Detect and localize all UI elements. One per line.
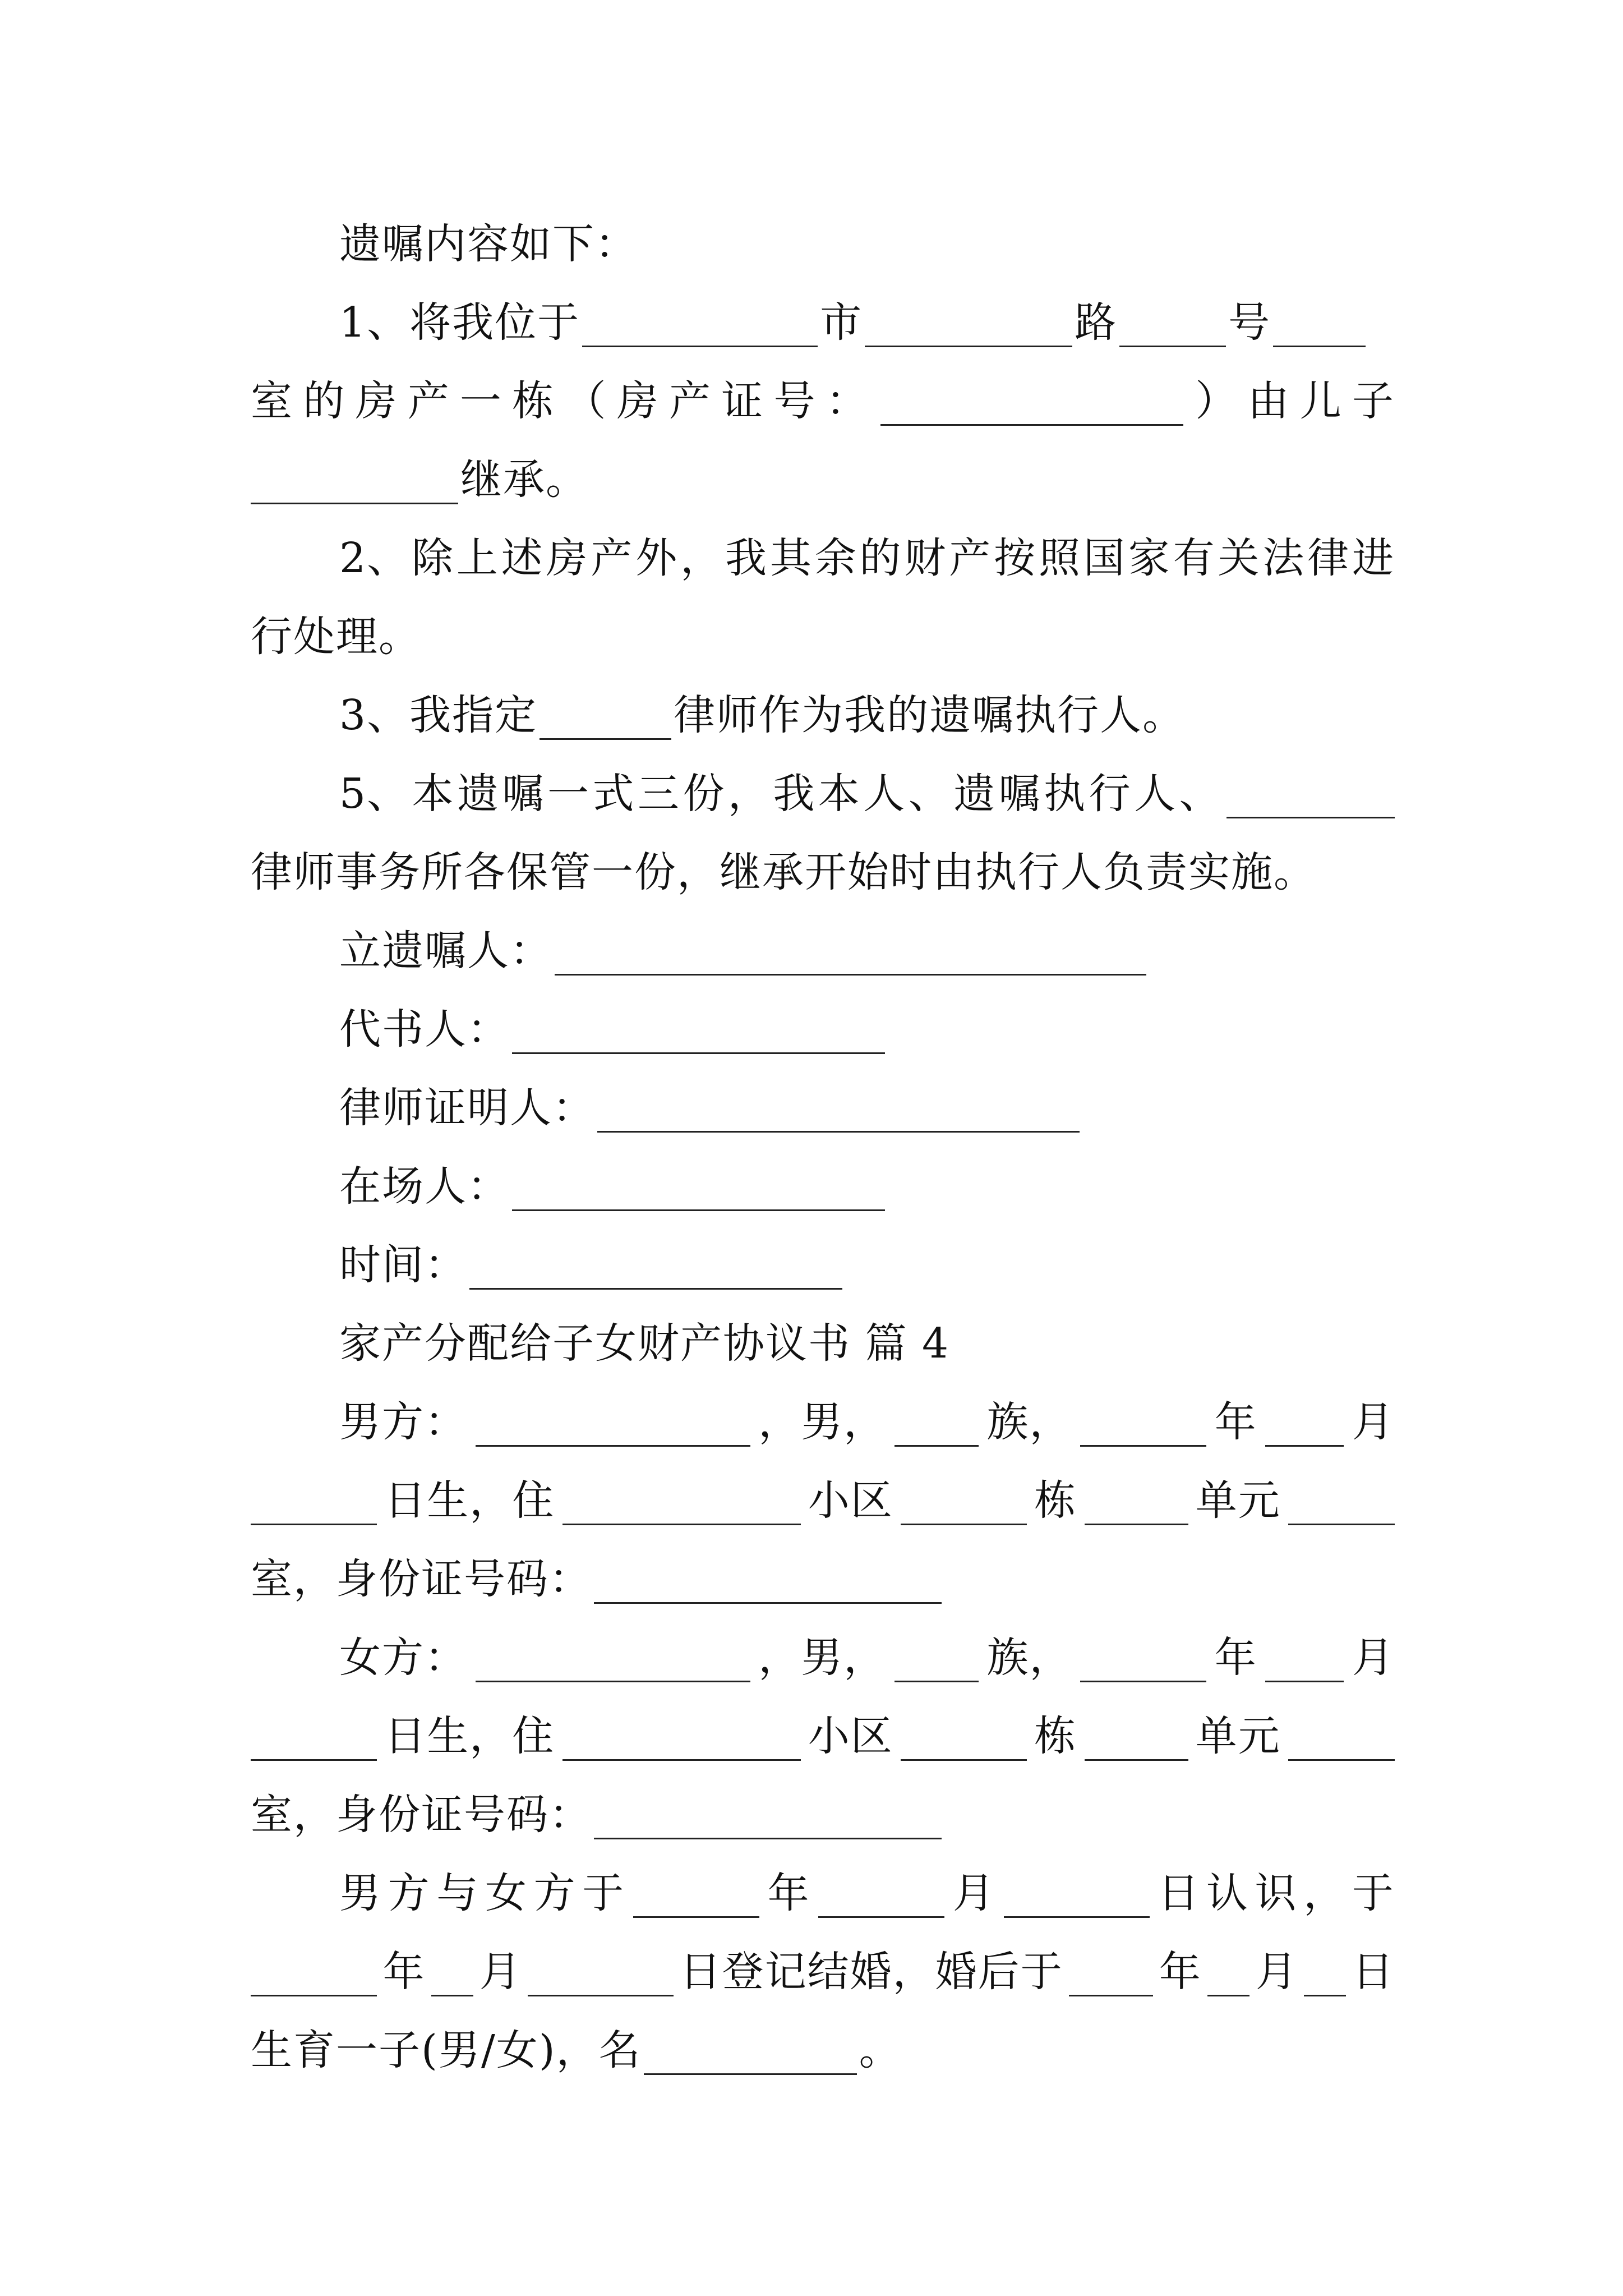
blank-birth-month[interactable] [1207,1948,1249,1996]
blank-married-day[interactable] [528,1948,674,1996]
blank-male-name[interactable] [476,1398,750,1447]
blank-room[interactable] [1273,298,1366,347]
copies-line-2: 律师事务所各保管一份，继承开始时由执行人负责实施。 [251,848,1316,896]
blank-lawyer-witness[interactable] [597,1084,1080,1133]
marriage-line-3: 生育一子(男/女)，名 。 [251,2026,902,2074]
blank-male-birth-month[interactable] [1265,1398,1344,1447]
section-title: 家产分配给子女财产协议书 篇 4 [339,1319,950,1368]
blank-male-ethnicity[interactable] [895,1398,979,1447]
blank-met-month[interactable] [818,1869,944,1918]
blank-law-firm[interactable] [1227,770,1395,818]
blank-female-birth-month[interactable] [1265,1634,1344,1682]
male-party-line-1: 男方： ，男， 族， 年 月 [339,1398,1395,1446]
blank-female-birth-year[interactable] [1080,1634,1206,1682]
blank-present-person[interactable] [512,1162,885,1211]
executor-line: 3、我指定 律师作为我的遗嘱执行人。 [339,691,1186,739]
blank-son-name[interactable] [251,455,458,504]
female-party-line-3: 室，身份证号码： [251,1775,1395,1854]
blank-birth-year[interactable] [1069,1948,1153,1996]
blank-met-day[interactable] [1004,1869,1150,1918]
blank-female-name[interactable] [476,1634,750,1682]
will-content-heading: 遗嘱内容如下： [339,220,638,268]
blank-female-room[interactable] [1288,1712,1395,1761]
blank-lawyer-name[interactable] [540,691,671,740]
blank-date[interactable] [469,1241,842,1290]
property-clause-line-3: 继承。 [251,440,1395,519]
blank-city[interactable] [582,298,818,347]
female-party-line-1: 女方： ，男， 族， 年 月 [339,1634,1395,1682]
blank-male-birth-day[interactable] [251,1476,377,1525]
blank-female-unit[interactable] [1085,1712,1188,1761]
blank-scribe[interactable] [512,1005,885,1054]
property-clause-line-1: 1、将我位于 市 路 号 [251,283,1395,362]
remaining-property-line-1: 2、 除 上 述 房 产 外 ， 我 其 余 的 财 产 按 照 国 家 有 关 法 律 进 [339,534,1395,582]
blank-male-room[interactable] [1288,1476,1395,1525]
marriage-line-2: 年 月 日登记结婚，婚后于 年 月 日 [251,1932,1395,2011]
blank-male-building[interactable] [901,1476,1027,1525]
blank-male-birth-year[interactable] [1080,1398,1206,1447]
testator-signature-line: 立遗嘱人： [251,912,1395,990]
blank-female-id-number[interactable] [594,1791,942,1839]
female-party-line-2: 日生，住 小区 栋 单元 [251,1697,1395,1775]
blank-child-name[interactable] [644,2026,857,2075]
male-party-line-3: 室，身份证号码： [251,1540,1395,1618]
blank-married-year[interactable] [251,1948,377,1996]
marriage-line-1: 男 方 与 女 方 于 年 月 日 认 识 ， 于 [339,1869,1395,1917]
lawyer-witness-signature-line: 律师证明人： [251,1069,1395,1147]
date-line: 时间： [251,1226,1395,1304]
blank-property-cert-no[interactable] [880,377,1183,426]
blank-married-month[interactable] [431,1948,473,1996]
blank-number[interactable] [1119,298,1226,347]
blank-female-birth-day[interactable] [251,1712,377,1761]
remaining-property-line-2: 行处理。 [251,613,421,661]
blank-birth-day[interactable] [1304,1948,1346,1996]
blank-male-id-number[interactable] [594,1555,942,1604]
blank-met-year[interactable] [633,1869,759,1918]
blank-male-community[interactable] [562,1476,801,1525]
blank-road[interactable] [865,298,1072,347]
copies-line-1: 5、 本 遗 嘱 一 式 三 份 ， 我 本 人 、 遗 嘱 执 行 人 、 [251,754,1395,833]
blank-testator[interactable] [555,927,1146,976]
blank-female-ethnicity[interactable] [895,1634,979,1682]
scribe-signature-line: 代书人： [251,990,1395,1069]
blank-female-community[interactable] [562,1712,801,1761]
property-clause-line-2: 室 的 房 产 一 栋 （ 房 产 证 号 ： ） 由 儿 子 [251,377,1395,425]
blank-male-unit[interactable] [1085,1476,1188,1525]
present-person-signature-line: 在场人： [251,1147,1395,1226]
blank-female-building[interactable] [901,1712,1027,1761]
male-party-line-2: 日生，住 小区 栋 单元 [251,1461,1395,1540]
